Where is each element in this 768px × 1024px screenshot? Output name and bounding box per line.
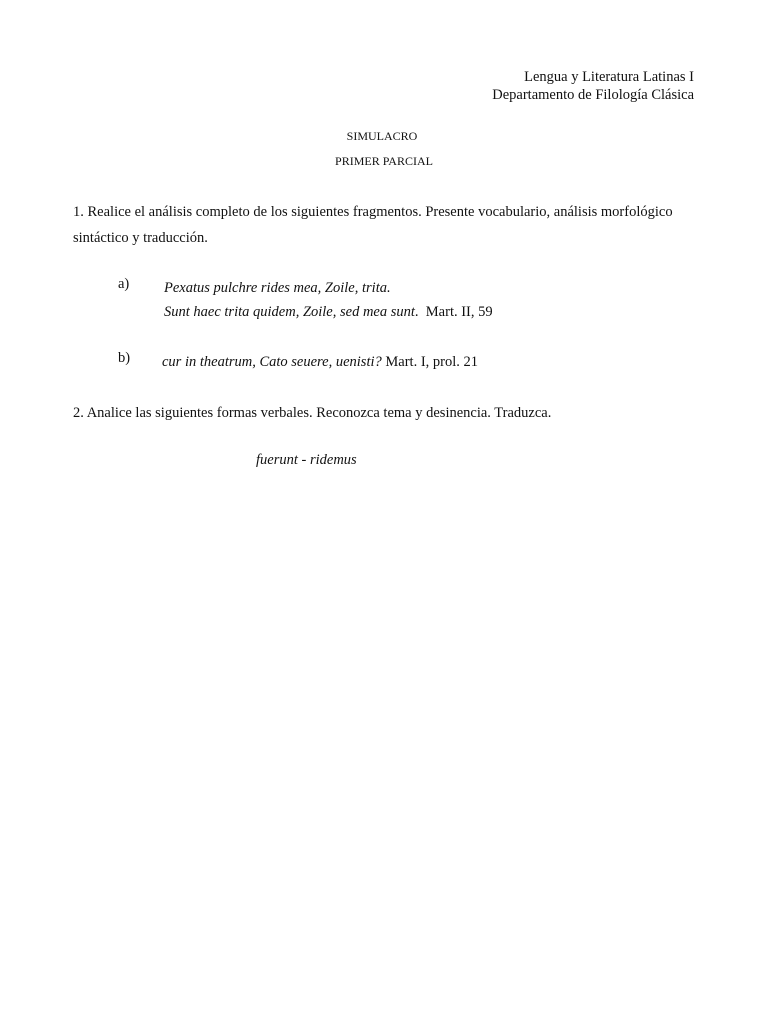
item-b-reference: Mart. I, prol. 21 <box>381 354 479 370</box>
item-a-reference: . Mart. II, 59 <box>414 304 493 320</box>
item-a-latin-line-2: Sunt haec trita quidem, Zoile, sed mea sunt <box>164 304 415 320</box>
question-1-prompt: 1. Realice el análisis completo de los siguientes fragmentos. Presente vocabulario, análisis morfológico sintáctico y traducción. <box>73 204 673 246</box>
item-a-line-2 <box>164 300 493 324</box>
item-b-latin: cur in theatrum, Cato seuere, uenisti? <box>162 354 382 370</box>
question-2-prompt: 2. Analice las siguientes formas verbales. Reconozca tema y desinencia. Traduzca. <box>73 405 552 421</box>
department-name: Departamento de Filología Clásica <box>492 87 694 103</box>
course-name: Lengua y Literatura Latinas I <box>524 69 694 85</box>
exam-title: SIMULACRO <box>346 129 418 143</box>
verb-forms: fuerunt - ridemus <box>256 452 357 468</box>
document-header <box>492 68 694 104</box>
exam-subtitle: PRIMER PARCIAL <box>335 154 433 168</box>
item-a-latin-line-1: Pexatus pulchre rides mea, Zoile, trita. <box>164 280 391 296</box>
item-a-letter: a) <box>118 276 130 292</box>
item-b-letter: b) <box>118 350 131 366</box>
item-b-line <box>162 350 478 374</box>
